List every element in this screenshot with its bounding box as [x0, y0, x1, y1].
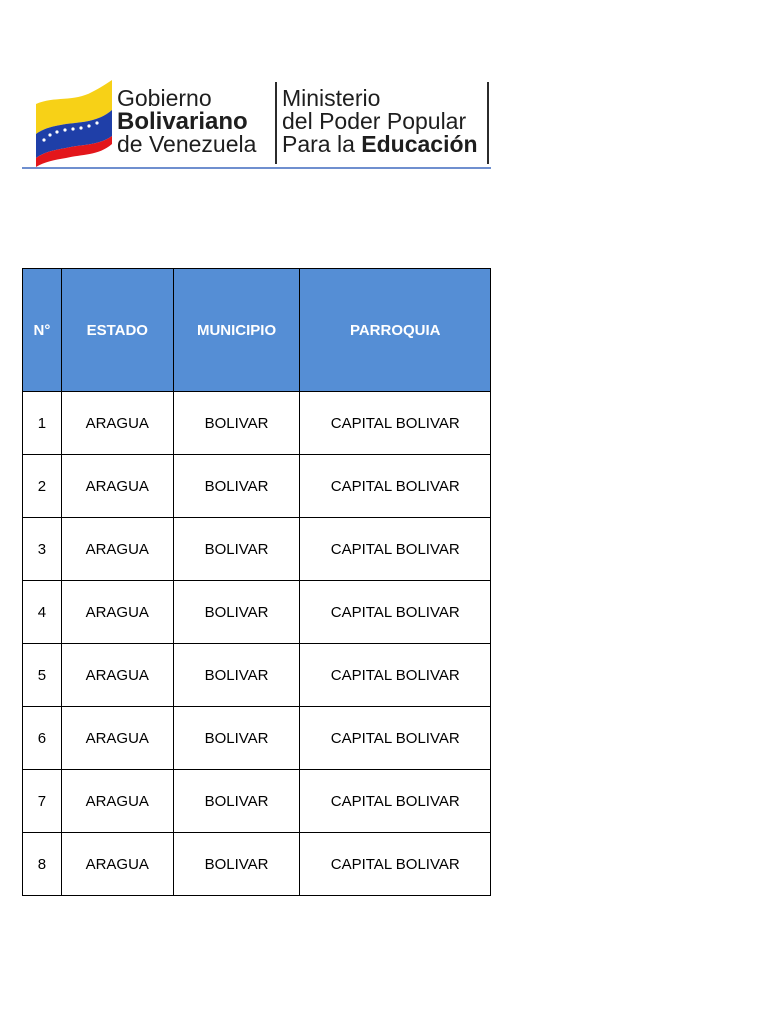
- cell-estado: ARAGUA: [61, 770, 173, 833]
- cell-municipio: BOLIVAR: [173, 707, 300, 770]
- cell-number: 2: [23, 455, 62, 518]
- cell-number: 6: [23, 707, 62, 770]
- cell-parroquia: CAPITAL BOLIVAR: [300, 581, 491, 644]
- cell-estado: ARAGUA: [61, 833, 173, 896]
- column-header-municipio: MUNICIPIO: [173, 269, 300, 392]
- cell-number: 4: [23, 581, 62, 644]
- cell-parroquia: CAPITAL BOLIVAR: [300, 770, 491, 833]
- government-name: [117, 87, 256, 156]
- cell-municipio: BOLIVAR: [173, 644, 300, 707]
- parish-table: [22, 268, 491, 896]
- cell-number: 8: [23, 833, 62, 896]
- cell-parroquia: CAPITAL BOLIVAR: [300, 644, 491, 707]
- cell-number: 7: [23, 770, 62, 833]
- header-divider-right: [487, 82, 489, 164]
- ministry-line-3-bold: Educación: [361, 131, 478, 157]
- cell-parroquia: CAPITAL BOLIVAR: [300, 707, 491, 770]
- ministry-line-1: Ministerio: [282, 85, 381, 111]
- cell-parroquia: CAPITAL BOLIVAR: [300, 518, 491, 581]
- venezuela-flag-logo: [34, 78, 114, 168]
- table-row: [23, 581, 491, 644]
- document-header: [22, 74, 492, 172]
- government-line-1: Gobierno: [117, 85, 212, 111]
- cell-estado: ARAGUA: [61, 644, 173, 707]
- column-header-estado: ESTADO: [61, 269, 173, 392]
- cell-number: 5: [23, 644, 62, 707]
- ministry-line-3-prefix: Para la: [282, 131, 362, 157]
- ministry-line-3: [282, 133, 478, 156]
- table-row: [23, 833, 491, 896]
- cell-municipio: BOLIVAR: [173, 518, 300, 581]
- cell-estado: ARAGUA: [61, 518, 173, 581]
- column-header-parroquia: PARROQUIA: [300, 269, 491, 392]
- table-row: [23, 770, 491, 833]
- cell-estado: ARAGUA: [61, 581, 173, 644]
- table-row: [23, 518, 491, 581]
- cell-number: 3: [23, 518, 62, 581]
- cell-estado: ARAGUA: [61, 455, 173, 518]
- ministry-name: [282, 87, 478, 156]
- cell-municipio: BOLIVAR: [173, 392, 300, 455]
- table-header-row: [23, 269, 491, 392]
- cell-municipio: BOLIVAR: [173, 455, 300, 518]
- table-row: [23, 392, 491, 455]
- table-row: [23, 644, 491, 707]
- cell-parroquia: CAPITAL BOLIVAR: [300, 455, 491, 518]
- cell-number: 1: [23, 392, 62, 455]
- cell-parroquia: CAPITAL BOLIVAR: [300, 392, 491, 455]
- cell-estado: ARAGUA: [61, 392, 173, 455]
- government-line-2: Bolivariano: [117, 108, 248, 135]
- column-header-number: N°: [23, 269, 62, 392]
- header-divider-left: [275, 82, 277, 164]
- government-line-3: de Venezuela: [117, 131, 257, 157]
- cell-municipio: BOLIVAR: [173, 833, 300, 896]
- cell-municipio: BOLIVAR: [173, 770, 300, 833]
- header-rule: [22, 167, 491, 169]
- table-row: [23, 707, 491, 770]
- cell-estado: ARAGUA: [61, 707, 173, 770]
- table-row: [23, 455, 491, 518]
- cell-parroquia: CAPITAL BOLIVAR: [300, 833, 491, 896]
- cell-municipio: BOLIVAR: [173, 581, 300, 644]
- ministry-line-2: del Poder Popular: [282, 108, 467, 134]
